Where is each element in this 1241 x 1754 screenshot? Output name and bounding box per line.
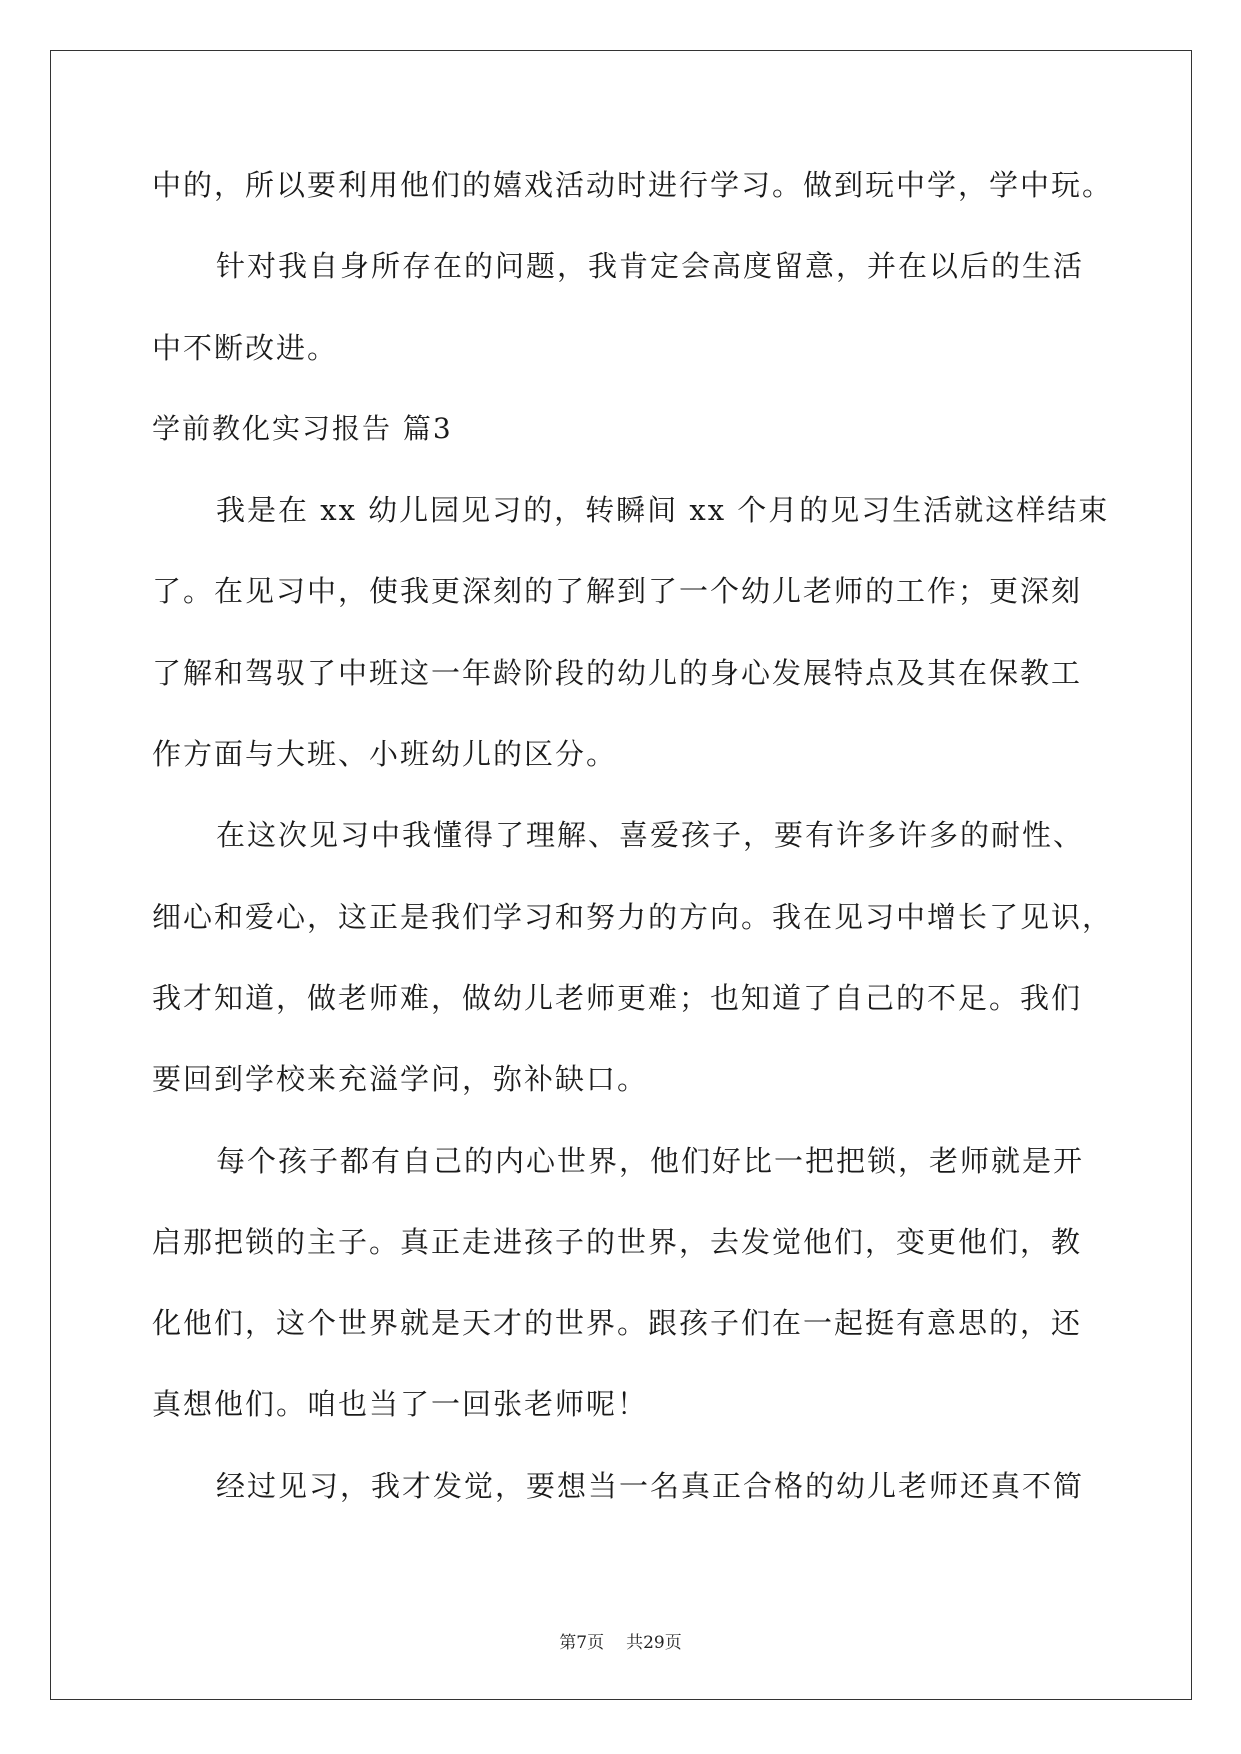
text-line-15: 化他们，这个世界就是天才的世界。跟孩子们在一起挺有意思的，还	[152, 1306, 1083, 1341]
page-footer	[0, 1628, 1241, 1653]
text-line-10: 细心和爱心，这正是我们学习和努力的方向。我在见习中增长了见识，	[152, 899, 1114, 934]
text-line-12: 要回到学校来充溢学问，弥补缺口。	[152, 1062, 649, 1097]
text-line-14: 启那把锁的主子。真正走进孩子的世界，去发觉他们，变更他们，教	[152, 1224, 1083, 1259]
text-line-13: 每个孩子都有自己的内心世界，他们好比一把把锁，老师就是开	[216, 1143, 1085, 1178]
text-line-7: 了解和驾驭了中班这一年龄阶段的幼儿的身心发展特点及其在保教工	[152, 655, 1083, 690]
text-line-16: 真想他们。咱也当了一回张老师呢！	[152, 1387, 649, 1422]
text-line-11: 我才知道，做老师难，做幼儿老师更难；也知道了自己的不足。我们	[152, 980, 1083, 1015]
text-line-5: 我是在 xx 幼儿园见习的，转瞬间 xx 个月的见习生活就这样结束	[216, 493, 1110, 528]
text-line-2: 针对我自身所存在的问题，我肯定会高度留意，并在以后的生活	[216, 249, 1085, 284]
document-body	[152, 160, 1114, 1542]
text-line-6: 了。在见习中，使我更深刻的了解到了一个幼儿老师的工作；更深刻	[152, 574, 1083, 609]
text-line-9: 在这次见习中我懂得了理解、喜爱孩子，要有许多许多的耐性、	[216, 818, 1085, 853]
total-pages-label: 共29页	[626, 1633, 682, 1653]
text-line-8: 作方面与大班、小班幼儿的区分。	[152, 737, 618, 772]
text-line-1: 中的，所以要利用他们的嬉戏活动时进行学习。做到玩中学，学中玩。	[152, 168, 1114, 202]
text-line-3: 中不断改进。	[152, 330, 339, 365]
section-heading: 学前教化实习报告 篇3	[152, 411, 453, 445]
text-line-17: 经过见习，我才发觉，要想当一名真正合格的幼儿老师还真不简	[216, 1468, 1085, 1503]
current-page-label: 第7页	[559, 1633, 605, 1653]
